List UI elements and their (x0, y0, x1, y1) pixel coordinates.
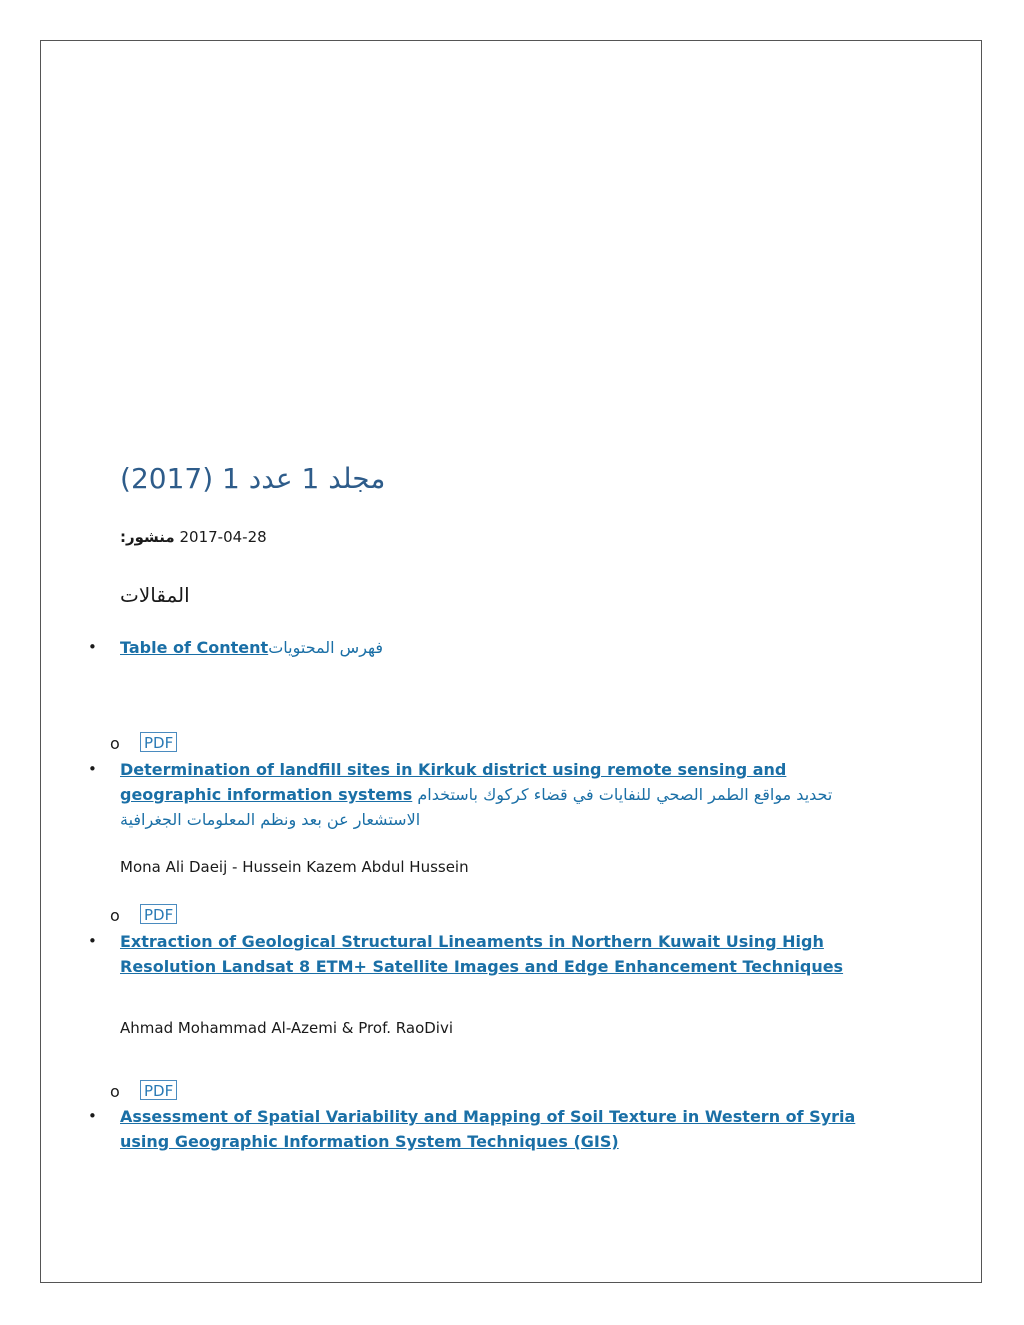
article-title-link[interactable]: Determination of landfill sites in Kirkuk district using remote sensing and geographic information systems (120, 760, 787, 804)
page-frame (40, 40, 982, 1283)
pdf-button[interactable]: PDF (140, 1080, 177, 1100)
published-date (120, 528, 267, 546)
issue-title: مجلد 1 عدد 1 (2017) (120, 462, 386, 495)
article-authors: Mona Ali Daeij - Hussein Kazem Abdul Hussein (120, 858, 469, 876)
published-label: منشور: (120, 528, 175, 546)
sub-bullet-marker: o (110, 1082, 120, 1101)
article-title-link[interactable]: Assessment of Spatial Variability and Mapping of Soil Texture in Western of Syria using Geographic Information System Techniques (GIS) (120, 1107, 856, 1151)
pdf-button[interactable]: PDF (140, 732, 177, 752)
article-title-link[interactable]: Table of Content (120, 638, 269, 657)
pdf-button[interactable]: PDF (140, 904, 177, 924)
bullet-marker: • (88, 638, 97, 656)
article-title-link[interactable]: Extraction of Geological Structural Lineaments in Northern Kuwait Using High Resolution Landsat 8 ETM+ Satellite Images and Edge Enhancement Techniques (120, 932, 844, 976)
published-date-value: 2017-04-28 (179, 528, 267, 546)
article-item (120, 757, 890, 832)
article-item (120, 1104, 890, 1154)
article-authors: Ahmad Mohammad Al-Azemi & Prof. RaoDivi (120, 1019, 454, 1037)
article-item (120, 635, 890, 660)
article-item (120, 929, 890, 979)
article-title-arabic: تحديد مواقع الطمر الصحي للنفايات في قضاء كركوك باستخدام الاستشعار عن بعد ونظم المعلومات الجغرافية (120, 785, 833, 829)
section-heading: المقالات (120, 583, 190, 607)
article-title-arabic: فهرس المحتويات (268, 638, 384, 657)
bullet-marker: • (88, 932, 97, 950)
bullet-marker: • (88, 760, 97, 778)
sub-bullet-marker: o (110, 734, 120, 753)
sub-bullet-marker: o (110, 906, 120, 925)
bullet-marker: • (88, 1107, 97, 1125)
